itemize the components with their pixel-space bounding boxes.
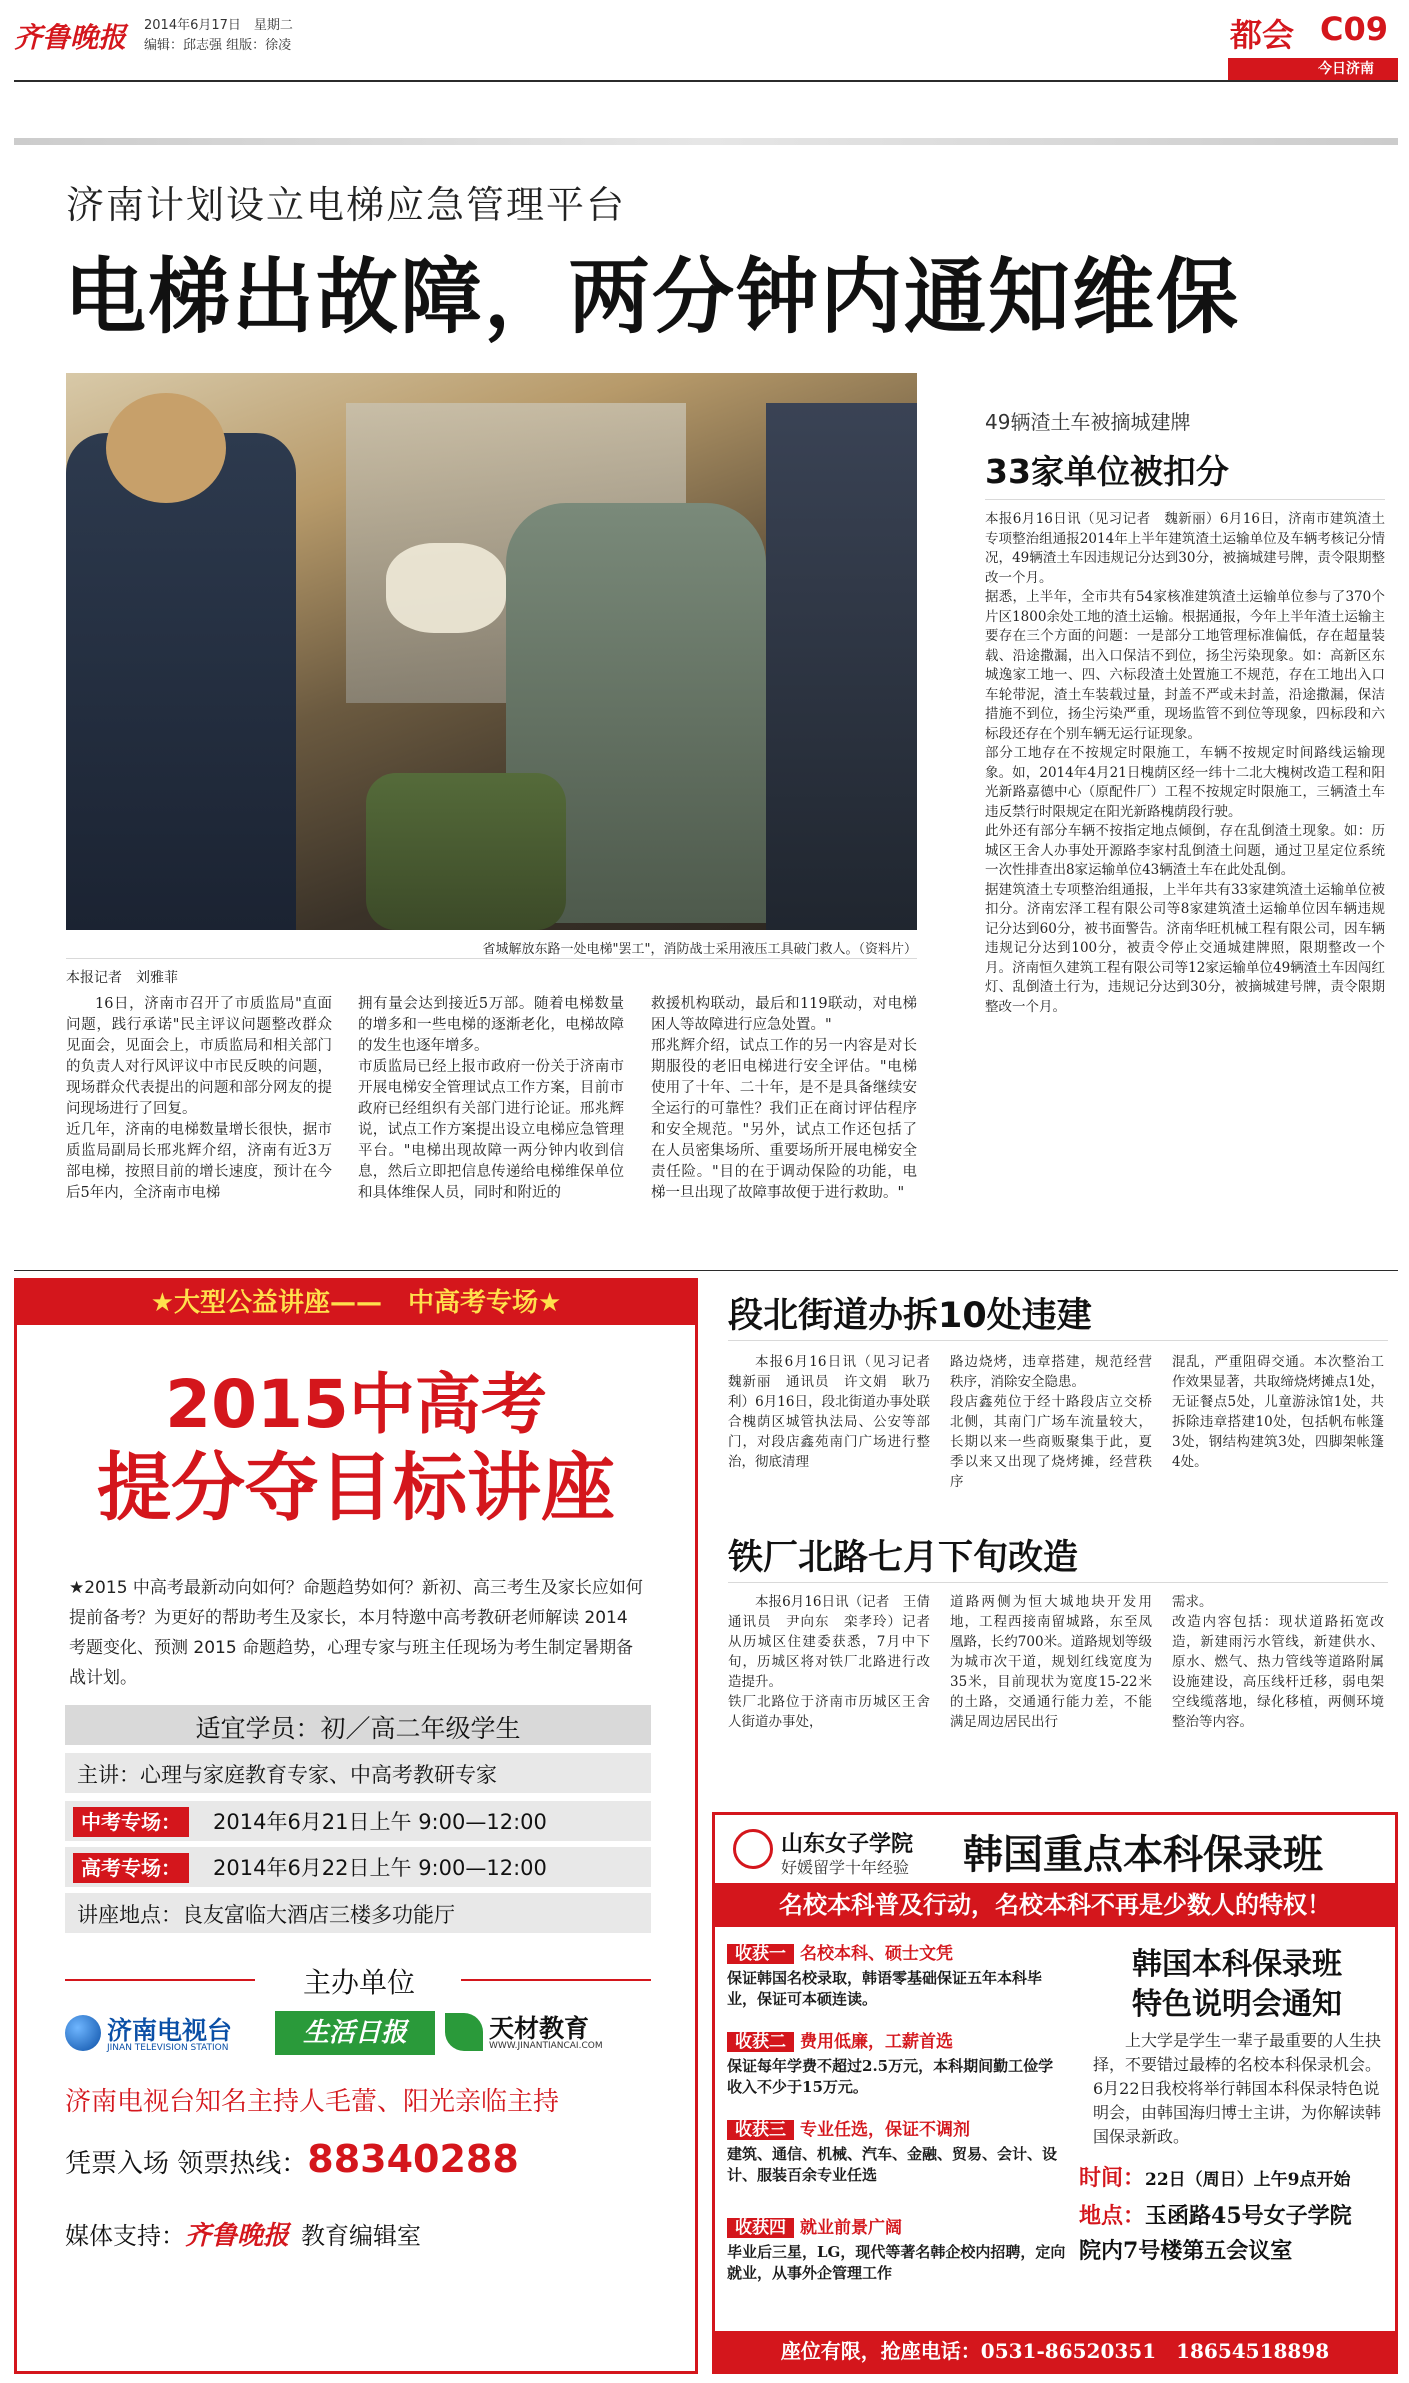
lecture-title-1: 2015中高考: [165, 1366, 547, 1443]
lead-kicker: 济南计划设立电梯应急管理平台: [66, 183, 627, 227]
gain-1: 收获一 名校本科、硕士文凭 保证韩国名校录取，韩语零基础保证五年本科毕业，保证可本硕连读。: [727, 1944, 1043, 2008]
gain-3: 收获三 专业任选，保证不调剂 建筑、通信、机械、汽车、金融、贸易、会计、设计、服装百余专业任选: [727, 2120, 1058, 2184]
notice-title-1: 韩国本科保录班: [1132, 1947, 1342, 1982]
lead-column-1: 16日，济南市召开了市质监局"直面问题，践行承诺"民主评议问题整改群众见面会，见面会上，市质监局和相关部门的负责人对行风评议中市民反映的问题，现场群众代表提出的问题和部分网友的提问现场进行了回复。 近几年，济南的电梯数量增长很快，据市质监局副局长邢兆辉介绍，济南有近3万部电梯，按照目前的增长速度，预计在今后5年内，全济南市电梯: [66, 996, 332, 1201]
organizer-rule-right: [461, 1979, 651, 1981]
story3-rule: [728, 1582, 1388, 1583]
page-number: C09: [1320, 10, 1389, 48]
lecture-intro: ★2015 中高考最新动向如何？命题趋势如何？新初、高三考生及家长应如何提前备考？为更好的帮助考生及家长，本月特邀中高考教研老师解读 2014 考题变化、预测 2015 命题趋势，心理专家与班主任现场为考生制定暑期备战计划。: [69, 1578, 643, 1688]
header-shade: [14, 138, 1398, 145]
korea-title: 韩国重点本科保录班: [963, 1831, 1323, 1878]
header-rule: [14, 80, 1398, 82]
lead-column-3: 救援机构联动，最后和119联动，对电梯困人等故障进行应急处置。" 邢兆辉介绍，试点工作的另一内容是对长期服役的老旧电梯进行安全评估。"电梯使用了十年、二十年，是不是具备继续安全运行的可靠性？我们正在商讨评估程序和安全规范。"另外，试点工作还包括了在人员密集场所、重要场所开展电梯安全责任险。"目的在于调动保险的功能，电梯一旦出现了故障事故便于进行救助。": [651, 996, 917, 1201]
session2-time: 2014年6月22日上午 9:00—12:00: [213, 1856, 547, 1880]
lecture-audience: 适宜学员：初／高二年级学生: [195, 1714, 521, 1743]
story2-col3: 混乱，严重阻碍交通。本次整治工作效果显著，共取缔烧烤摊点1处，无证餐点5处，儿童游泳馆1处，共拆除违章搭建10处，包括帆布帐篷3处，钢结构建筑3处，四脚架帐篷4处。: [1172, 1354, 1384, 1470]
school-name: 山东女子学院: [781, 1831, 914, 1857]
logo-shenghuo: 生活日报: [275, 2011, 435, 2055]
side-kicker: 49辆渣土车被摘城建牌: [985, 410, 1191, 434]
lead-byline: 本报记者 刘雅菲: [66, 970, 178, 986]
photo-caption: 省城解放东路一处电梯"罢工"，消防战士采用液压工具破门救人。（资料片）: [482, 942, 917, 957]
lecture-title-2: 提分夺目标讲座: [97, 1445, 615, 1531]
masthead-editors: 编辑：邱志强 组版：徐凌: [144, 38, 292, 53]
story3-col2: 道路两侧为恒大城地块开发用地，工程西接南留城路，东至凤凰路，长约700米。道路规划等级为城市次干道，规划红线宽度为35米，目前现状为宽度15-22米的土路，交通通行能力差，不能满足周边居民出行: [950, 1594, 1152, 1730]
logo-jntv: 济南电视台 JINAN TELEVISION STATION: [65, 2011, 265, 2061]
subsection-tab: 今日济南: [1228, 58, 1398, 80]
side-body: 本报6月16日讯（见习记者 魏新丽）6月16日，济南市建筑渣土专项整治组通报2014年上半年建筑渣土运输单位及车辆考核记分情况，49辆渣土车因违规记分达到30分，被摘城建号牌，责令限期整改一个月。 据悉，上半年，全市共有54家核准建筑渣土运输单位参与了370个片区1800余处工地的渣土运输。根据通报，今年上半年渣土运输主要存在三个方面的问题：一是部分工地管理标准偏低，存在超量装载、沿途撒漏，出入口保洁不到位，扬尘污染现象。如：高新区东城逸家工地一、四、六标段渣土处置施工不规范，存在工地出入口车轮带泥，渣土车装载过量，封盖不严或未封盖，沿途撒漏，保洁措施不到位，扬尘污染严重，现场监管不到位等现象，四标段和六标段还存在个别车辆无运行证现象。 部分工地存在不按规定时限施工，车辆不按规定时间路线运输现象。如，2014年4月21日槐荫区经一纬十二北大槐树改造工程和阳光新路嘉德中心（原配件厂）工程不按规定时限施工，三辆渣土车违反禁行时限规定在阳光新路槐荫段行驶。 此外还有部分车辆不按指定地点倾倒，存在乱倒渣土现象。如：历城区王舍人办事处开源路李家村乱倒渣土问题，通过卫星定位系统一次性排查出8家运输单位43辆渣土车在此处乱倒。 据建筑渣土专项整治组通报，上半年共有33家建筑渣土运输单位被扣分。济南宏泽工程有限公司等8家建筑渣土运输单位因车辆违规记分达到60分，被书面警告。济南华旺机械工程有限公司，因车辆违规记分达到100分，被责令停止交通城建牌照，限期整改一个月。济南恒久建筑工程有限公司等12家运输单位49辆渣土车因闯红灯、乱倒渣土行为，违规记分达到30分，被摘城建号牌，责令限期整改一个月。: [985, 511, 1385, 1015]
organizer-title: 主办单位: [302, 1966, 415, 1999]
session1-label: 中考专场：: [73, 1807, 189, 1837]
korea-ad: [712, 1812, 1398, 2374]
masthead-date: 2014年6月17日 星期二: [144, 18, 293, 33]
masthead-logo: 齐鲁晚报: [14, 21, 127, 54]
logo-tiancai: 天材教育 WWW.JINANTIANCAI.COM: [445, 2007, 655, 2063]
session2-label: 高考专场：: [73, 1853, 189, 1883]
side-rule: [985, 499, 1385, 500]
gain-2: 收获二 费用低廉，工薪首选 保证每年学费不超过2.5万元，本科期间勤工俭学收入不少于15万元。: [727, 2032, 1054, 2096]
school-emblem-icon: [733, 1829, 773, 1869]
hotline-number: 88340288: [307, 2137, 519, 2181]
lead-column-2: 拥有量会达到接近5万部。随着电梯数量的增多和一些电梯的逐渐老化，电梯故障的发生也逐年增多。 市质监局已经上报市政府一份关于济南市开展电梯安全管理试点工作方案，目前市政府已经组织有关部门进行论证。邢兆辉说，试点工作方案提出设立电梯应急管理平台。"电梯出现故障一两分钟内收到信息，然后立即把信息传递给电梯维保单位和具体维保人员，同时和附近的: [358, 996, 624, 1201]
notice-title-2: 特色说明会通知: [1132, 1987, 1342, 2022]
gain-4: 收获四 就业前景广阔 毕业后三星，LG，现代等著名韩企校内招聘，定向就业，从事外企管理工作: [727, 2218, 1066, 2282]
notice-place: 地点：玉函路45号女子学院 院内7号楼第五会议室: [1079, 2203, 1352, 2264]
story3-col3: 需求。 改造内容包括：现状道路拓宽改造，新建雨污水管线，新建供水、原水、燃气、热力管线等道路附属设施建设，高压线杆迁移，弱电架空线缆落地，绿化移植，两侧环境整治等内容。: [1172, 1594, 1384, 1730]
story2-col2: 路边烧烤，违章搭建，规范经营秩序，消除安全隐患。 段店鑫苑位于经十路段店立交桥北侧，其南门广场车流量较大，长期以来一些商贩聚集于此，夏季以来又出现了烧烤摊，经营秩序: [950, 1354, 1152, 1490]
notice-time: 时间：22日（周日）上午9点开始: [1079, 2165, 1351, 2191]
lead-photo: [66, 373, 917, 930]
lecture-speaker: 主讲：心理与家庭教育专家、中高考教研专家: [77, 1763, 497, 1787]
session1-time: 2014年6月21日上午 9:00—12:00: [213, 1810, 547, 1834]
lecture-banner: ★大型公益讲座—— 中高考专场★: [17, 1281, 695, 1325]
story2-col1: 本报6月16日讯（见习记者 魏新丽 通讯员 许文娟 耿乃利）6月16日，段北街道办事处联合槐荫区城管执法局、公安等部门，对段店鑫苑南门广场进行整治，彻底清理: [728, 1354, 944, 1470]
lead-headline: 电梯出故障，两分钟内通知维保: [64, 250, 1241, 345]
mid-rule: [14, 1270, 1398, 1271]
media-logo: 齐鲁晚报: [185, 2221, 290, 2251]
side-headline: 33家单位被扣分: [985, 452, 1229, 491]
lecture-venue: 讲座地点：良友富临大酒店三楼多功能厅: [77, 1903, 455, 1927]
section-name: 都会: [1230, 16, 1295, 54]
korea-banner: 名校本科普及行动，名校本科不再是少数人的特权！: [715, 1883, 1395, 1927]
jntv-globe-icon: [65, 2015, 101, 2051]
lecture-hosts: 济南电视台知名主持人毛蕾、阳光亲临主持: [65, 2087, 560, 2117]
story3-headline: 铁厂北路七月下旬改造: [728, 1538, 1079, 1578]
organizer-rule-left: [65, 1979, 255, 1981]
media-support: 媒体支持：齐鲁晚报 教育编辑室: [65, 2221, 422, 2251]
caption-rule: [66, 958, 917, 959]
korea-footer: 座位有限，抢座电话：0531-86520351 18654518898: [715, 2331, 1395, 2371]
story2-rule: [728, 1340, 1388, 1341]
lecture-ad: [14, 1278, 698, 2374]
ticket-line: 凭票入场 领票热线：88340288: [65, 2137, 519, 2181]
notice-body: 上大学是学生一辈子最重要的人生抉择，不要错过最棒的名校本科保录机会。6月22日我校将举行韩国本科保录特色说明会，由韩国海归博士主讲，为你解读韩国保录新政。: [1093, 2031, 1382, 2146]
story2-headline: 段北街道办拆10处违建: [728, 1296, 1092, 1336]
tiancai-leaf-icon: [445, 2013, 483, 2051]
story3-col1: 本报6月16日讯（记者 王倩 通讯员 尹向东 栾孝玲）记者从历城区住建委获悉，7月中下旬，历城区将对铁厂北路进行改造提升。 铁厂北路位于济南市历城区王舍人街道办事处，: [728, 1594, 930, 1730]
school-slogan: 好媛留学十年经验: [781, 1858, 910, 1877]
